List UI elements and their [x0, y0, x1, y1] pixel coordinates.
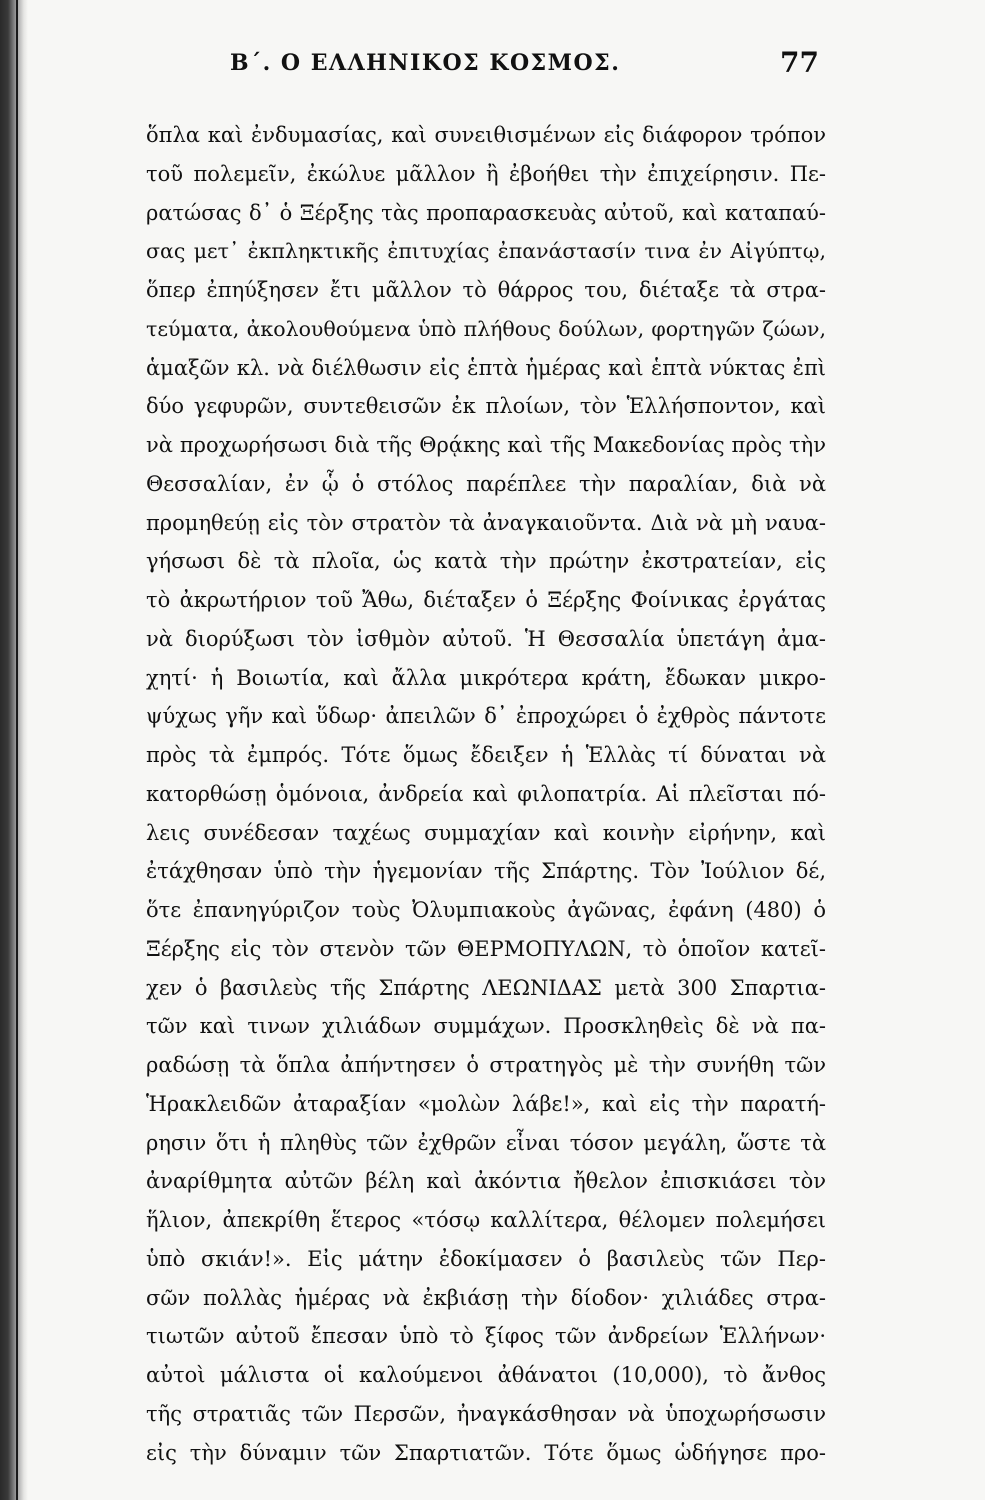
text-line: προμηθεύῃ εἰς τὸν στρατὸν τὰ ἀναγκαιοῦντα. Διὰ νὰ μὴ ναυα-: [146, 510, 826, 535]
text-line: σῶν πολλὰς ἡμέρας νὰ ἐκβιάσῃ τὴν δίοδον· χιλιάδες στρα-: [146, 1285, 826, 1310]
text-line: χητί· ἡ Βοιωτία, καὶ ἄλλα μικρότερα κράτη, ἔδωκαν μικρο-: [146, 665, 826, 690]
text-line: γήσωσι δὲ τὰ πλοῖα, ὡς κατὰ τὴν πρώτην ἐκστρατείαν, εἰς: [146, 549, 826, 574]
text-line: ρατώσας δ᾽ ὁ Ξέρξης τὰς προπαρασκευὰς αὐτοῦ, καὶ καταπαύ-: [146, 200, 826, 225]
text-line: τῶν καὶ τινων χιλιάδων συμμάχων. Προσκληθεὶς δὲ νὰ πα-: [146, 1014, 826, 1039]
text-line: Ἡρακλειδῶν ἀταραξίαν «μολὼν λάβε!», καὶ εἰς τὴν παρατή-: [146, 1091, 826, 1116]
text-line: σας μετ᾽ ἐκπληκτικῆς ἐπιτυχίας ἐπανάστασίν τινα ἐν Αἰγύπτῳ,: [146, 239, 826, 264]
text-line: αὐτοὶ μάλιστα οἱ καλούμενοι ἀθάνατοι (10,000), τὸ ἄνθος: [146, 1363, 826, 1387]
text-line: δύο γεφυρῶν, συντεθεισῶν ἐκ πλοίων, τὸν Ἑλλήσποντον, καὶ: [146, 394, 826, 419]
text-line: Ξέρξης εἰς τὸν στενὸν τῶν ΘΕΡΜΟΠΥΛΩΝ, τὸ ὁποῖον κατεῖ-: [146, 936, 826, 961]
text-line: τιωτῶν αὐτοῦ ἔπεσαν ὑπὸ τὸ ξίφος τῶν ἀνδρείων Ἑλλήνων·: [146, 1324, 826, 1349]
text-line: τῆς στρατιᾶς τῶν Περσῶν, ἠναγκάσθησαν νὰ ὑποχωρήσωσιν: [146, 1401, 826, 1426]
text-line: εἰς τὴν δύναμιν τῶν Σπαρτιατῶν. Τότε ὅμως ὡδήγησε προ-: [146, 1440, 826, 1465]
text-line: ψύχως γῆν καὶ ὕδωρ· ἀπειλῶν δ᾽ ἐπροχώρει ὁ ἐχθρὸς πάντοτε: [146, 704, 826, 729]
text-line: κατορθώσῃ ὁμόνοια, ἀνδρεία καὶ φιλοπατρία. Αἱ πλεῖσται πό-: [146, 781, 826, 806]
page-number: 77: [780, 46, 819, 79]
text-line: Θεσσαλίαν, ἐν ᾧ ὁ στόλος παρέπλεε τὴν παραλίαν, διὰ νὰ: [146, 471, 826, 496]
text-line: νὰ διορύξωσι τὸν ἰσθμὸν αὐτοῦ. Ἡ Θεσσαλία ὑπετάγη ἀμα-: [146, 626, 826, 651]
text-line: χεν ὁ βασιλεὺς τῆς Σπάρτης ΛΕΩΝΙΔΑΣ μετὰ 300 Σπαρτια-: [146, 975, 826, 1000]
text-line: ἥλιον, ἀπεκρίθη ἕτερος «τόσῳ καλλίτερα, θέλομεν πολεμήσει: [146, 1208, 826, 1232]
text-line: ρησιν ὅτι ἡ πληθὺς τῶν ἐχθρῶν εἶναι τόσον μεγάλη, ὥστε τὰ: [146, 1130, 826, 1155]
text-line: νὰ προχωρήσωσι διὰ τῆς Θρᾴκης καὶ τῆς Μακεδονίας πρὸς τὴν: [146, 433, 826, 457]
text-line: ὅπλα καὶ ἐνδυμασίας, καὶ συνειθισμένων εἰς διάφορον τρόπον: [146, 123, 826, 147]
text-line: λεις συνέδεσαν ταχέως συμμαχίαν καὶ κοινὴν εἰρήνην, καὶ: [146, 820, 826, 845]
text-line: ἀναρίθμητα αὐτῶν βέλη καὶ ἀκόντια ἤθελον ἐπισκιάσει τὸν: [146, 1169, 826, 1194]
text-line: πρὸς τὰ ἐμπρός. Τότε ὅμως ἔδειξεν ἡ Ἑλλὰς τί δύναται νὰ: [146, 743, 826, 767]
text-line: ὅτε ἐπανηγύριζον τοὺς Ὀλυμπιακοὺς ἀγῶνας, ἐφάνη (480) ὁ: [146, 898, 826, 922]
page-binding-shadow: [0, 0, 28, 1500]
text-line: τοῦ πολεμεῖν, ἐκώλυε μᾶλλον ἢ ἐβοήθει τὴν ἐπιχείρησιν. Πε-: [146, 161, 826, 186]
text-line: ὑπὸ σκιάν!». Εἰς μάτην ἐδοκίμασεν ὁ βασιλεὺς τῶν Περ-: [146, 1246, 826, 1271]
body-text: [146, 116, 826, 1472]
text-line: ραδώσῃ τὰ ὅπλα ἀπήντησεν ὁ στρατηγὸς μὲ τὴν συνήθη τῶν: [146, 1053, 826, 1077]
text-line: ὅπερ ἐπηύξησεν ἔτι μᾶλλον τὸ θάρρος του, διέταξε τὰ στρα-: [146, 278, 826, 302]
running-title: Β΄. Ο ΕΛΛΗΝΙΚΟΣ ΚΟΣΜΟΣ.: [230, 50, 621, 76]
text-line: τεύματα, ἀκολουθούμενα ὑπὸ πλήθους δούλων, φορτηγῶν ζώων,: [146, 316, 826, 341]
page-edge-line: [16, 0, 18, 1500]
text-line: ἁμαξῶν κλ. νὰ διέλθωσιν εἰς ἑπτὰ ἡμέρας καὶ ἑπτὰ νύκτας ἐπὶ: [146, 355, 826, 380]
text-line: τὸ ἀκρωτήριον τοῦ Ἄθω, διέταξεν ὁ Ξέρξης Φοίνικας ἐργάτας: [146, 588, 826, 612]
text-line: ἐτάχθησαν ὑπὸ τὴν ἡγεμονίαν τῆς Σπάρτης. Τὸν Ἰούλιον δέ,: [146, 859, 826, 884]
